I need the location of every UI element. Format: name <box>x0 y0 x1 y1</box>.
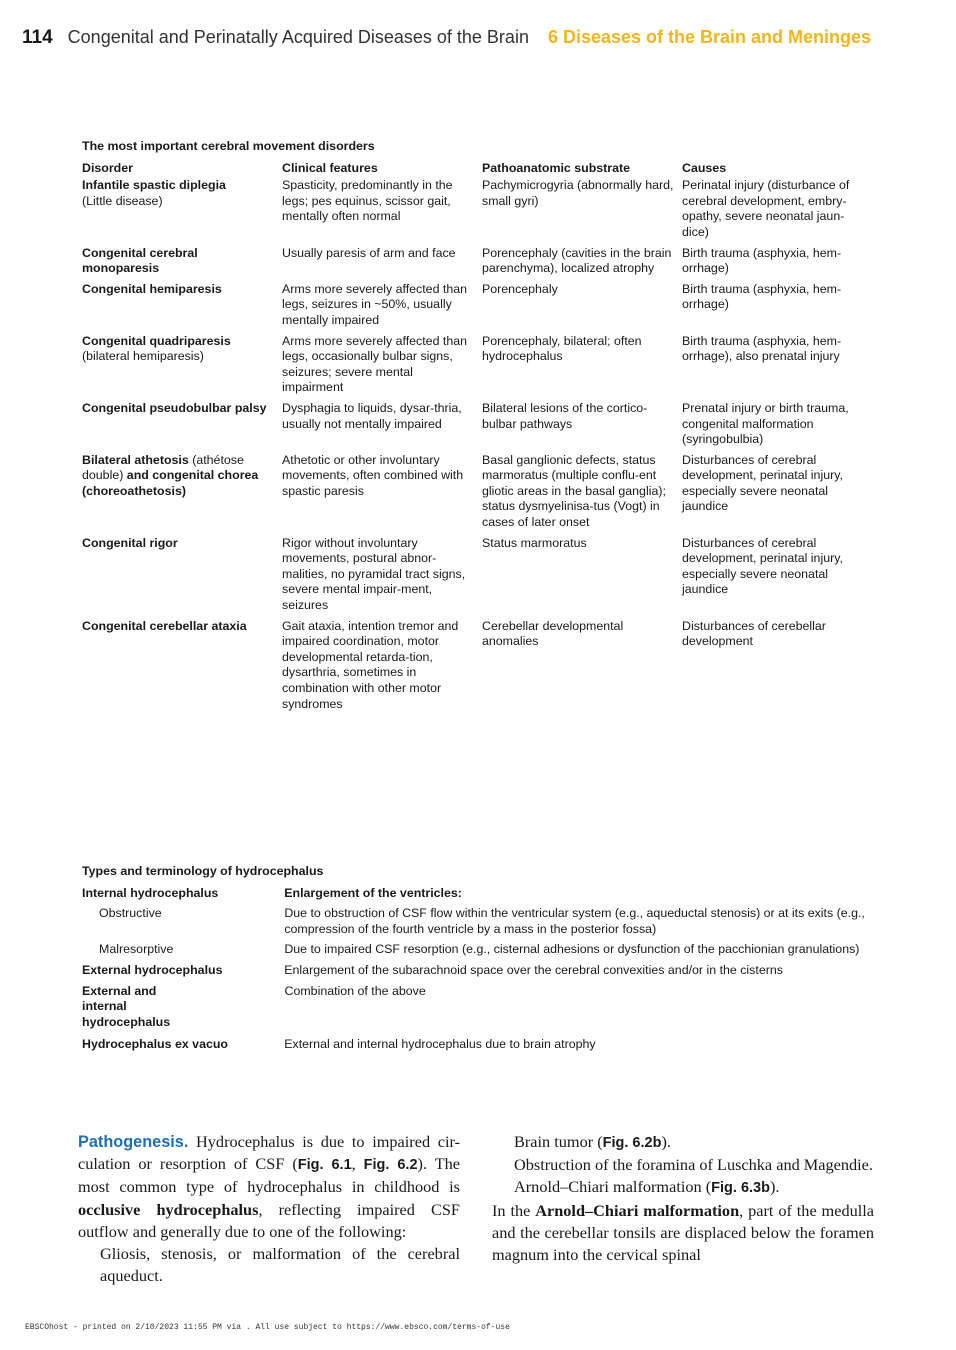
definition-cell: Due to obstruction of CSF flow within the ventricular system (e.g., aqueductal stenosis) or at its exits (e.g., compression of the fourth ventricle by a mass in the posterior fossa) <box>284 906 865 936</box>
disorder-name: Congenital quadriparesis <box>82 333 231 348</box>
disorder-name: Bilateral athetosis <box>82 452 189 467</box>
term-cell: Obstructive <box>99 906 162 921</box>
clinical-cell: Arms more severely affected than legs, occasionally bulbar signs, seizures; severe mental impairment <box>282 333 468 395</box>
running-header <box>22 25 922 50</box>
disorder-cell <box>82 334 282 396</box>
definition-cell: Enlargement of the ventricles: <box>284 885 462 900</box>
substrate-cell: Bilateral lesions of the cortico-bulbar pathways <box>482 400 648 431</box>
disorder-cell <box>82 536 282 614</box>
disorder-note: (bilateral hemiparesis) <box>82 349 204 364</box>
text-run: ). The most common type of hydrocephalus in childhood is <box>78 1154 461 1197</box>
substrate-cell: Porencephaly (cavities in the brain parenchyma), localized atrophy <box>482 245 672 276</box>
paragraph <box>78 1131 460 1243</box>
disorder-name-cont: and congenital chorea (choreoathetosis) <box>82 468 259 498</box>
figure-ref[interactable]: Fig. 6.1 <box>297 1157 352 1174</box>
table-title: The most important cerebral movement disorders <box>82 139 375 153</box>
clinical-cell: Dysphagia to liquids, dysar-thria, usually not mentally impaired <box>282 400 462 431</box>
list-item: Obstruction of the foramina of Luschka and Magendie. <box>514 1155 873 1175</box>
disorder-cell <box>82 246 282 277</box>
clinical-cell: Spasticity, predominantly in the legs; pes equinus, scissor gait, mentally often normal <box>282 178 453 224</box>
emphasis: Arnold–Chiari malformation <box>535 1200 740 1220</box>
print-footer: EBSCOhost - printed on 2/10/2023 11:55 PM via . All use subject to https://www.ebsco.com/terms-of-use <box>25 1323 510 1332</box>
substrate-cell: Porencephaly <box>482 281 558 296</box>
page-number: 114 <box>22 27 53 48</box>
causes-cell: Disturbances of cerebellar development <box>682 618 826 649</box>
table-row <box>82 1021 882 1053</box>
text-run: , reflecting impaired CSF outflow and generally due to one of the following: <box>78 1199 460 1241</box>
disorder-name: Congenital cerebral monoparesis <box>82 245 198 276</box>
table-row <box>82 246 882 277</box>
disorder-note: (Little disease) <box>82 193 163 208</box>
term-cell: External hydrocephalus <box>82 962 223 977</box>
term-cell: Malresorptive <box>99 942 174 957</box>
column-header: Disorder <box>82 160 133 175</box>
column-header: Pathoanatomic substrate <box>482 160 631 175</box>
term-cell: External and internal hydrocephalus <box>82 983 171 1029</box>
substrate-cell: Basal ganglionic defects, status marmoratus (multiple conflu-ent gliotic areas in the basal ganglia); status dysmyelinisa-tus (Vogt) in cases of later onset <box>482 452 666 530</box>
text-column-left <box>78 1131 460 1287</box>
term-cell: Hydrocephalus ex vacuo <box>82 1037 228 1052</box>
emphasis: occlusive hydrocephalus <box>78 1199 259 1219</box>
disorder-name: Infantile spastic diplegia <box>82 178 226 193</box>
table-header-row <box>82 161 882 177</box>
table-title: Types and terminology of hydrocephalus <box>82 864 324 878</box>
table-row <box>82 963 882 979</box>
text-column-right <box>492 1131 874 1266</box>
disorder-name: Congenital pseudobulbar palsy <box>82 400 267 415</box>
table-row <box>82 178 882 240</box>
text-run: Brain tumor ( <box>514 1132 603 1151</box>
clinical-cell: Athetotic or other involuntary movements, often combined with spastic paresis <box>282 452 464 498</box>
causes-cell: Birth trauma (asphyxia, hem-orrhage), also prenatal injury <box>682 333 842 364</box>
term-cell: Internal hydrocephalus <box>82 885 219 900</box>
table-row <box>82 906 882 937</box>
causes-cell: Birth trauma (asphyxia, hem-orrhage) <box>682 281 842 312</box>
table-row <box>82 886 882 902</box>
paragraph-lead: Pathogenesis. <box>78 1133 189 1151</box>
section-title: 6 Diseases of the Brain and Meninges <box>547 27 872 47</box>
text-run: , <box>351 1154 364 1174</box>
disorder-cell <box>82 282 282 329</box>
paragraph <box>492 1200 874 1267</box>
disorder-cell <box>82 619 282 713</box>
figure-ref[interactable]: Fig. 6.3b <box>711 1180 770 1197</box>
text-run: Hydrocephalus is due to impaired cir-culation or resorption of CSF ( <box>78 1132 460 1174</box>
list-item <box>492 1131 874 1154</box>
disorder-note: (athétose double) <box>82 452 244 483</box>
text-run: Arnold–Chiari malformation ( <box>514 1177 712 1197</box>
column-header: Causes <box>682 160 727 175</box>
disorder-name: Congenital rigor <box>82 535 178 550</box>
chapter-title: Congenital and Perinatally Acquired Diseases of the Brain <box>67 27 529 47</box>
table-row <box>82 282 882 329</box>
text-run: ). <box>661 1132 671 1151</box>
list-item: Gliosis, stenosis, or malformation of the cerebral aqueduct. <box>100 1244 460 1286</box>
causes-cell: Disturbances of cerebral development, perinatal injury, especially severe neonatal jaundice <box>682 452 843 514</box>
substrate-cell: Cerebellar developmental anomalies <box>482 618 624 649</box>
clinical-cell: Arms more severely affected than legs, seizures in ~50%, usually mentally impaired <box>282 281 468 327</box>
disorder-cell <box>82 453 282 531</box>
column-header: Clinical features <box>282 160 378 175</box>
disorder-name: Congenital cerebellar ataxia <box>82 618 247 633</box>
definition-cell: Due to impaired CSF resorption (e.g., cisternal adhesions or dysfunction of the pacchionian granulations) <box>284 942 860 957</box>
movement-disorders-table <box>82 139 882 717</box>
table-row <box>82 942 882 958</box>
causes-cell: Prenatal injury or birth trauma, congenital malformation (syringobulbia) <box>682 400 849 447</box>
table-row <box>82 453 882 531</box>
list-item <box>492 1176 874 1199</box>
definition-cell: Combination of the above <box>284 983 426 998</box>
substrate-cell: Porencephaly, bilateral; often hydrocephalus <box>482 333 642 364</box>
text-run: In the <box>492 1200 536 1220</box>
substrate-cell: Status marmoratus <box>482 535 587 550</box>
table-row <box>82 334 882 396</box>
table-row <box>82 401 882 448</box>
clinical-cell: Gait ataxia, intention tremor and impaired coordination, motor developmental retarda-tion, dysarthria, sometimes in combination with other motor syndromes <box>282 618 459 711</box>
hydrocephalus-terminology-table <box>82 864 882 1058</box>
causes-cell: Birth trauma (asphyxia, hem-orrhage) <box>682 245 842 276</box>
disorder-cell <box>82 178 282 240</box>
clinical-cell: Rigor without involuntary movements, postural abnor-malities, no pyramidal tract signs, severe mental impair-ment, seizures <box>282 535 466 613</box>
text-run: ). <box>769 1177 780 1197</box>
disorder-name: Congenital hemiparesis <box>82 281 222 296</box>
definition-cell: Enlargement of the subarachnoid space over the cerebral convexities and/or in the cisterns <box>284 962 783 977</box>
causes-cell: Disturbances of cerebral development, perinatal injury, especially severe neonatal jaundice <box>682 535 843 597</box>
substrate-cell: Pachymicrogyria (abnormally hard, small gyri) <box>482 178 674 208</box>
text-run: , part of the medulla and the cerebellar tonsils are displaced below the foramen magnum into the cervical spinal <box>492 1200 875 1265</box>
figure-ref[interactable]: Fig. 6.2b <box>602 1135 662 1151</box>
table-row <box>82 619 882 713</box>
figure-ref[interactable]: Fig. 6.2 <box>363 1157 418 1174</box>
causes-cell: Perinatal injury (disturbance of cerebral development, embry-opathy, severe neonatal jaun-dice) <box>682 178 850 239</box>
disorder-cell <box>82 401 282 448</box>
definition-cell: External and internal hydrocephalus due to brain atrophy <box>284 1037 596 1052</box>
table-row <box>82 536 882 614</box>
clinical-cell: Usually paresis of arm and face <box>282 245 456 260</box>
